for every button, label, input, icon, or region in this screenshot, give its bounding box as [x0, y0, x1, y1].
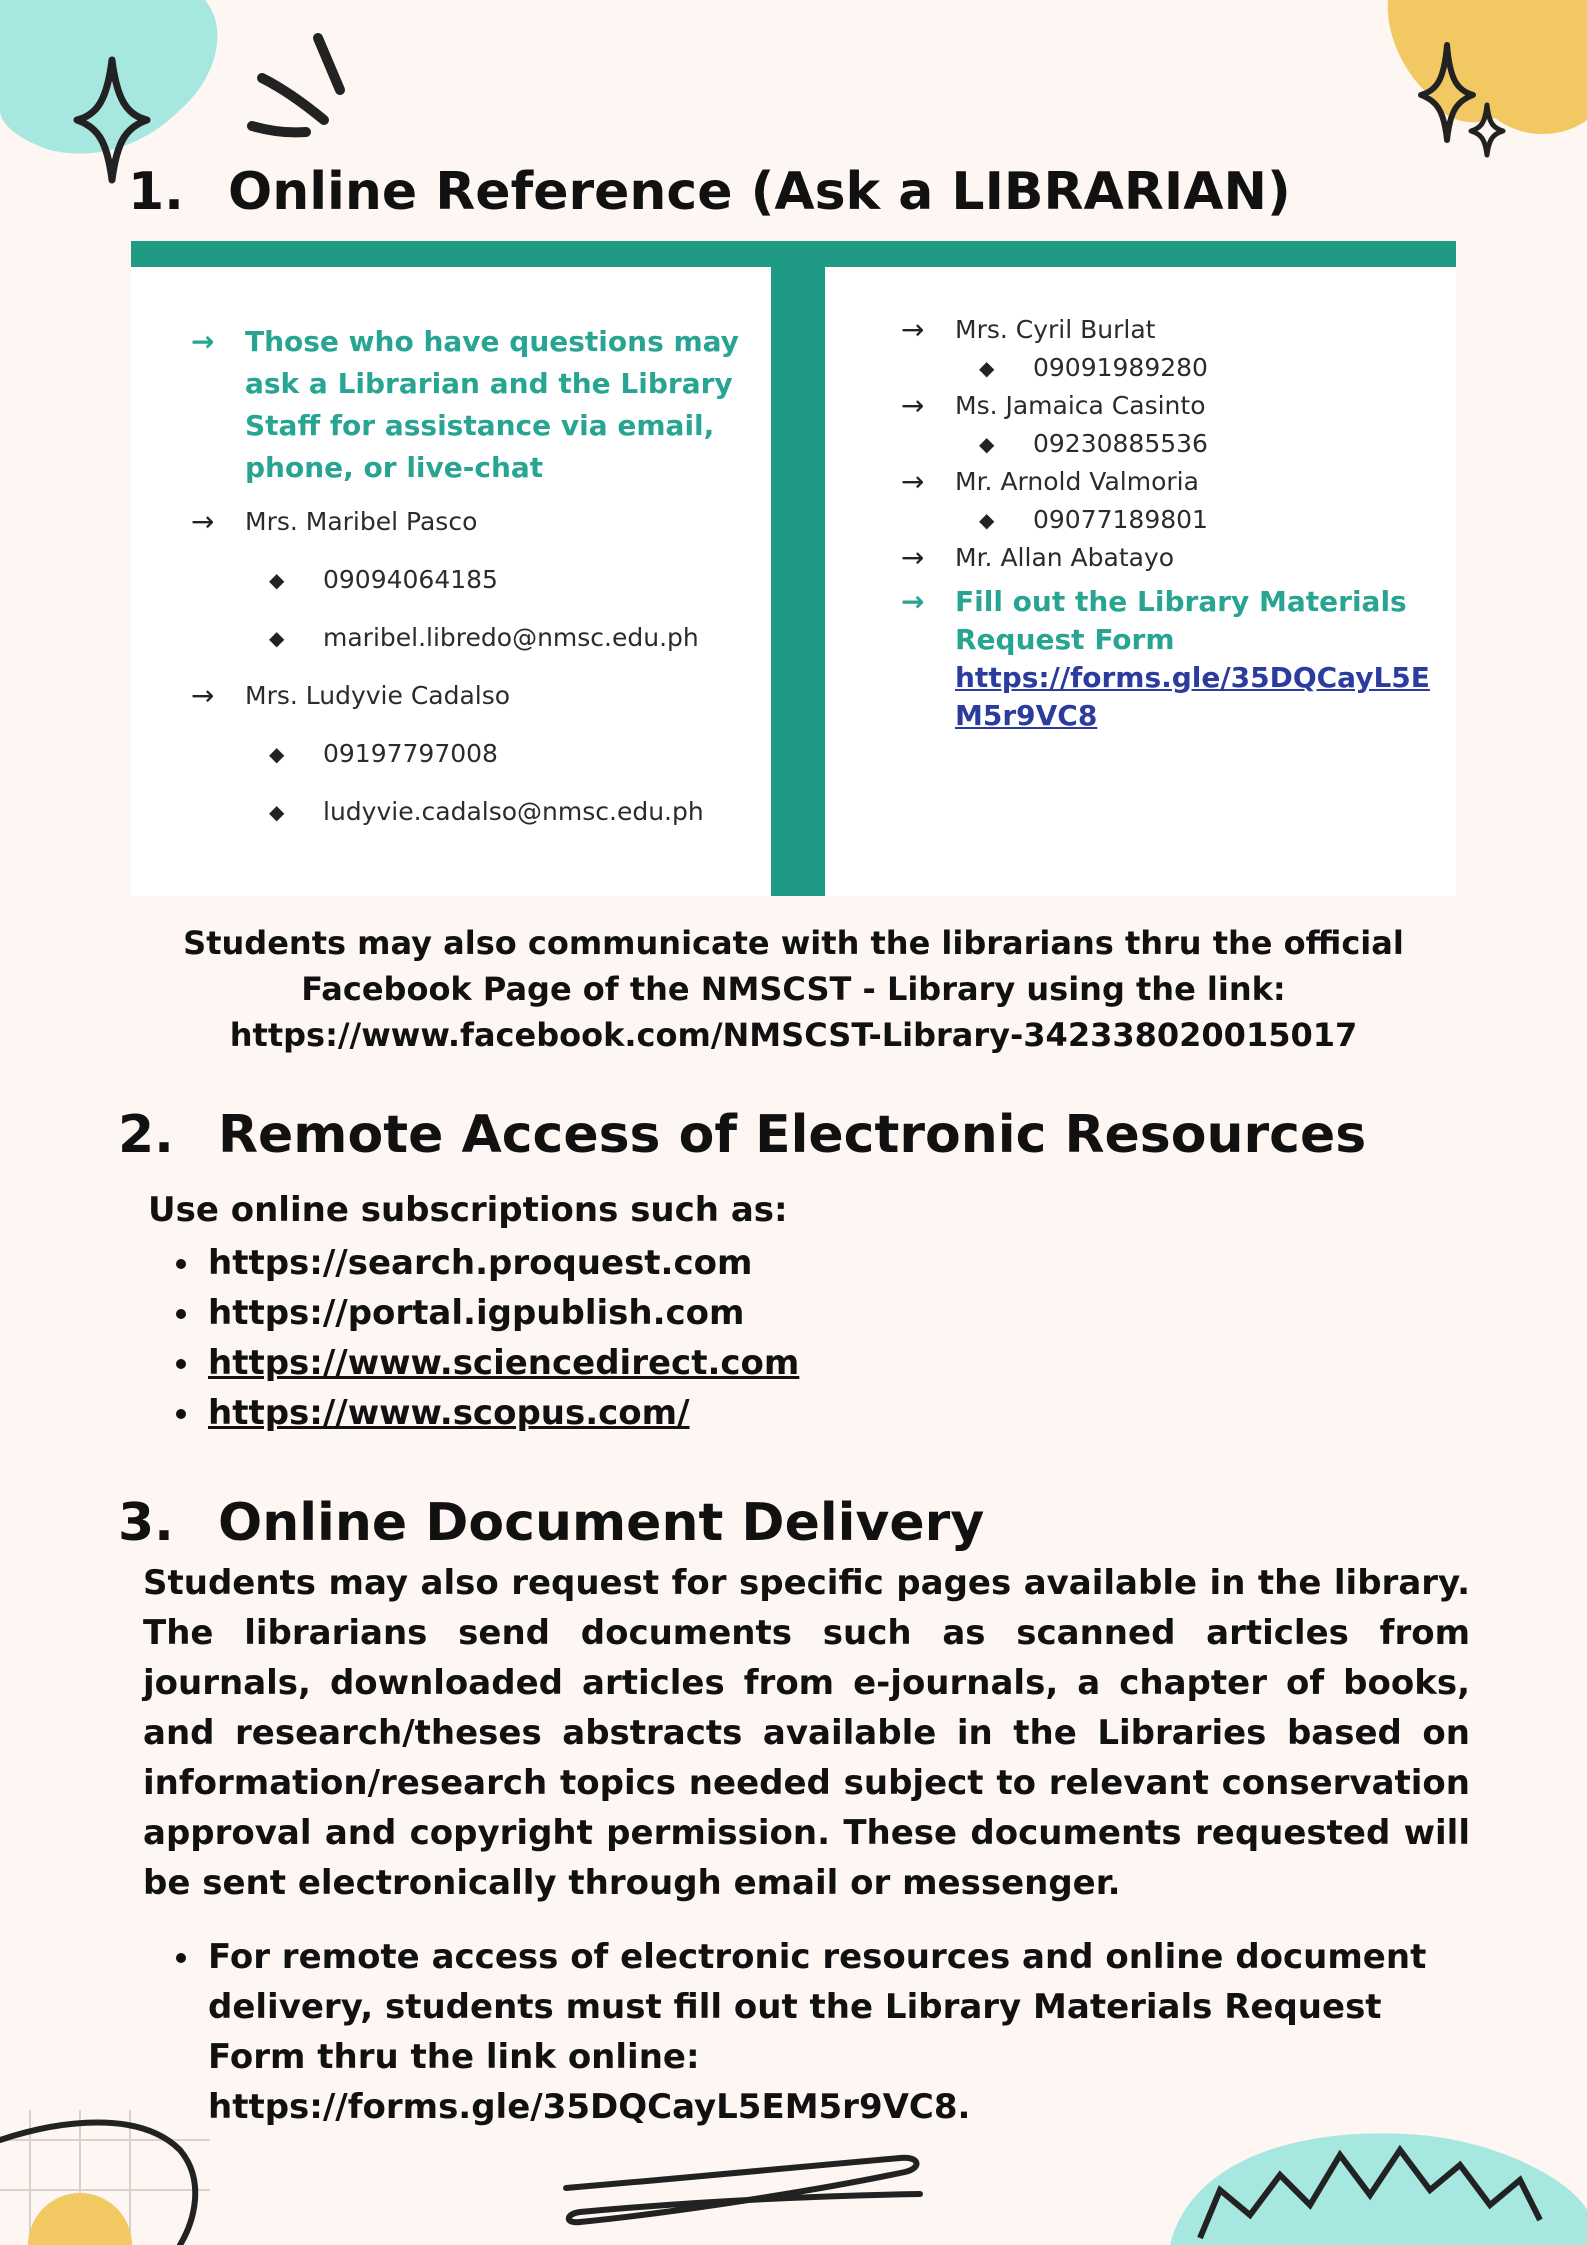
sparkle-icon — [1415, 35, 1545, 165]
contact-name — [901, 387, 1441, 425]
zigzag-icon — [1160, 2120, 1587, 2245]
section3-heading — [118, 1493, 984, 1553]
form-text: Fill out the Library Materials Request Form — [955, 585, 1407, 656]
diamond-bullet-icon: ◆ — [269, 800, 285, 824]
arrow-right-icon: → — [191, 505, 215, 538]
contact-name — [901, 539, 1441, 577]
form-item — [901, 583, 1441, 735]
section1-heading — [128, 162, 1291, 222]
diamond-bullet-icon: ◆ — [979, 432, 995, 456]
subscription-list — [174, 1238, 799, 1438]
panel-top-bar — [131, 241, 1456, 267]
email-text[interactable]: ludyvie.cadalso@nmsc.edu.ph — [323, 797, 704, 826]
phone-text: 09077189801 — [1033, 505, 1208, 534]
contact-name-text: Mr. Arnold Valmoria — [955, 467, 1199, 496]
reference-panel — [131, 241, 1456, 896]
contact-name-text: Mr. Allan Abatayo — [955, 543, 1175, 572]
arrow-right-icon: → — [901, 541, 925, 574]
subscription-link[interactable]: https://search.proquest.com — [208, 1243, 753, 1283]
contact-name — [901, 463, 1441, 501]
subscription-link[interactable]: https://portal.igpublish.com — [208, 1293, 745, 1333]
section-title: Remote Access of Electronic Resources — [218, 1105, 1367, 1165]
diamond-bullet-icon: ◆ — [979, 508, 995, 532]
arrow-right-icon: → — [901, 313, 925, 346]
contact-phone — [191, 561, 751, 599]
list-item[interactable] — [174, 1388, 799, 1438]
list-item[interactable] — [174, 1238, 799, 1288]
phone-text: 09094064185 — [323, 565, 498, 594]
intro-item — [191, 321, 751, 489]
subscription-link[interactable]: https://www.sciencedirect.com — [208, 1343, 800, 1383]
intro-text: Those who have questions may ask a Librarian and the Library Staff for assistance via email, phone, or live-chat — [245, 325, 739, 484]
section-number: 2. — [118, 1105, 174, 1165]
list-item[interactable] — [174, 1338, 799, 1388]
section2-heading — [118, 1105, 1366, 1165]
subscription-link[interactable]: https://www.scopus.com/ — [208, 1393, 690, 1433]
contact-email[interactable] — [191, 619, 751, 657]
contact-phone — [901, 349, 1441, 387]
arrow-right-icon: → — [191, 325, 215, 358]
right-column — [901, 311, 1441, 735]
diamond-bullet-icon: ◆ — [269, 626, 285, 650]
section-number: 1. — [128, 162, 184, 222]
delivery-paragraph: Students may also request for specific pages available in the library. The librarians send documents such as scanned articles from journals, downloaded articles from e-journals, a chapter of books, and research/theses abstracts available in the Libraries based on information/research topics needed subject to relevant conservation approval and copyright permission. These documents requested will be sent electronically through email or messenger. — [143, 1563, 1470, 1903]
contact-email[interactable] — [191, 793, 751, 831]
arrow-right-icon: → — [901, 585, 925, 618]
phone-text: 09197797008 — [323, 739, 498, 768]
burst-lines-icon — [240, 30, 360, 140]
arrow-right-icon: → — [901, 465, 925, 498]
panel-divider — [771, 267, 825, 896]
section-number: 3. — [118, 1493, 174, 1553]
form-link[interactable]: https://forms.gle/35DQCayL5EM5r9VC8 — [955, 661, 1430, 732]
squiggle-icon — [560, 2150, 930, 2230]
facebook-text: Students may also communicate with the librarians thru the official Facebook Page of the NMSCST - Library using the link: https://www.facebook.com/NMSCST-Library-342338020015017 — [183, 924, 1404, 1054]
contact-phone — [901, 425, 1441, 463]
delivery-note-text: For remote access of electronic resources and online document delivery, students must fill out the Library Materials Request Form thru the link online: https://forms.gle/35DQCayL5EM5r9VC8. — [208, 1937, 1427, 2127]
contact-phone — [191, 735, 751, 773]
phone-text: 09091989280 — [1033, 353, 1208, 382]
section-title: Online Document Delivery — [218, 1493, 985, 1553]
email-text[interactable]: maribel.libredo@nmsc.edu.ph — [323, 623, 699, 652]
subscriptions-intro: Use online subscriptions such as: — [148, 1190, 788, 1230]
delivery-note-list — [174, 1932, 1464, 2132]
arrow-right-icon: → — [901, 389, 925, 422]
contact-name — [191, 503, 751, 541]
phone-text: 09230885536 — [1033, 429, 1208, 458]
left-column — [191, 321, 751, 831]
diamond-bullet-icon: ◆ — [269, 742, 285, 766]
list-item — [174, 1932, 1464, 2132]
diamond-bullet-icon: ◆ — [269, 568, 285, 592]
contact-name-text: Mrs. Maribel Pasco — [245, 507, 478, 536]
contact-name-text: Mrs. Ludyvie Cadalso — [245, 681, 511, 710]
diamond-bullet-icon: ◆ — [979, 356, 995, 380]
contact-name-text: Mrs. Cyril Burlat — [955, 315, 1156, 344]
contact-phone — [901, 501, 1441, 539]
contact-name-text: Ms. Jamaica Casinto — [955, 391, 1206, 420]
contact-name — [901, 311, 1441, 349]
arrow-right-icon: → — [191, 679, 215, 712]
section-title: Online Reference (Ask a LIBRARIAN) — [228, 162, 1291, 222]
list-item[interactable] — [174, 1288, 799, 1338]
contact-name — [191, 677, 751, 715]
